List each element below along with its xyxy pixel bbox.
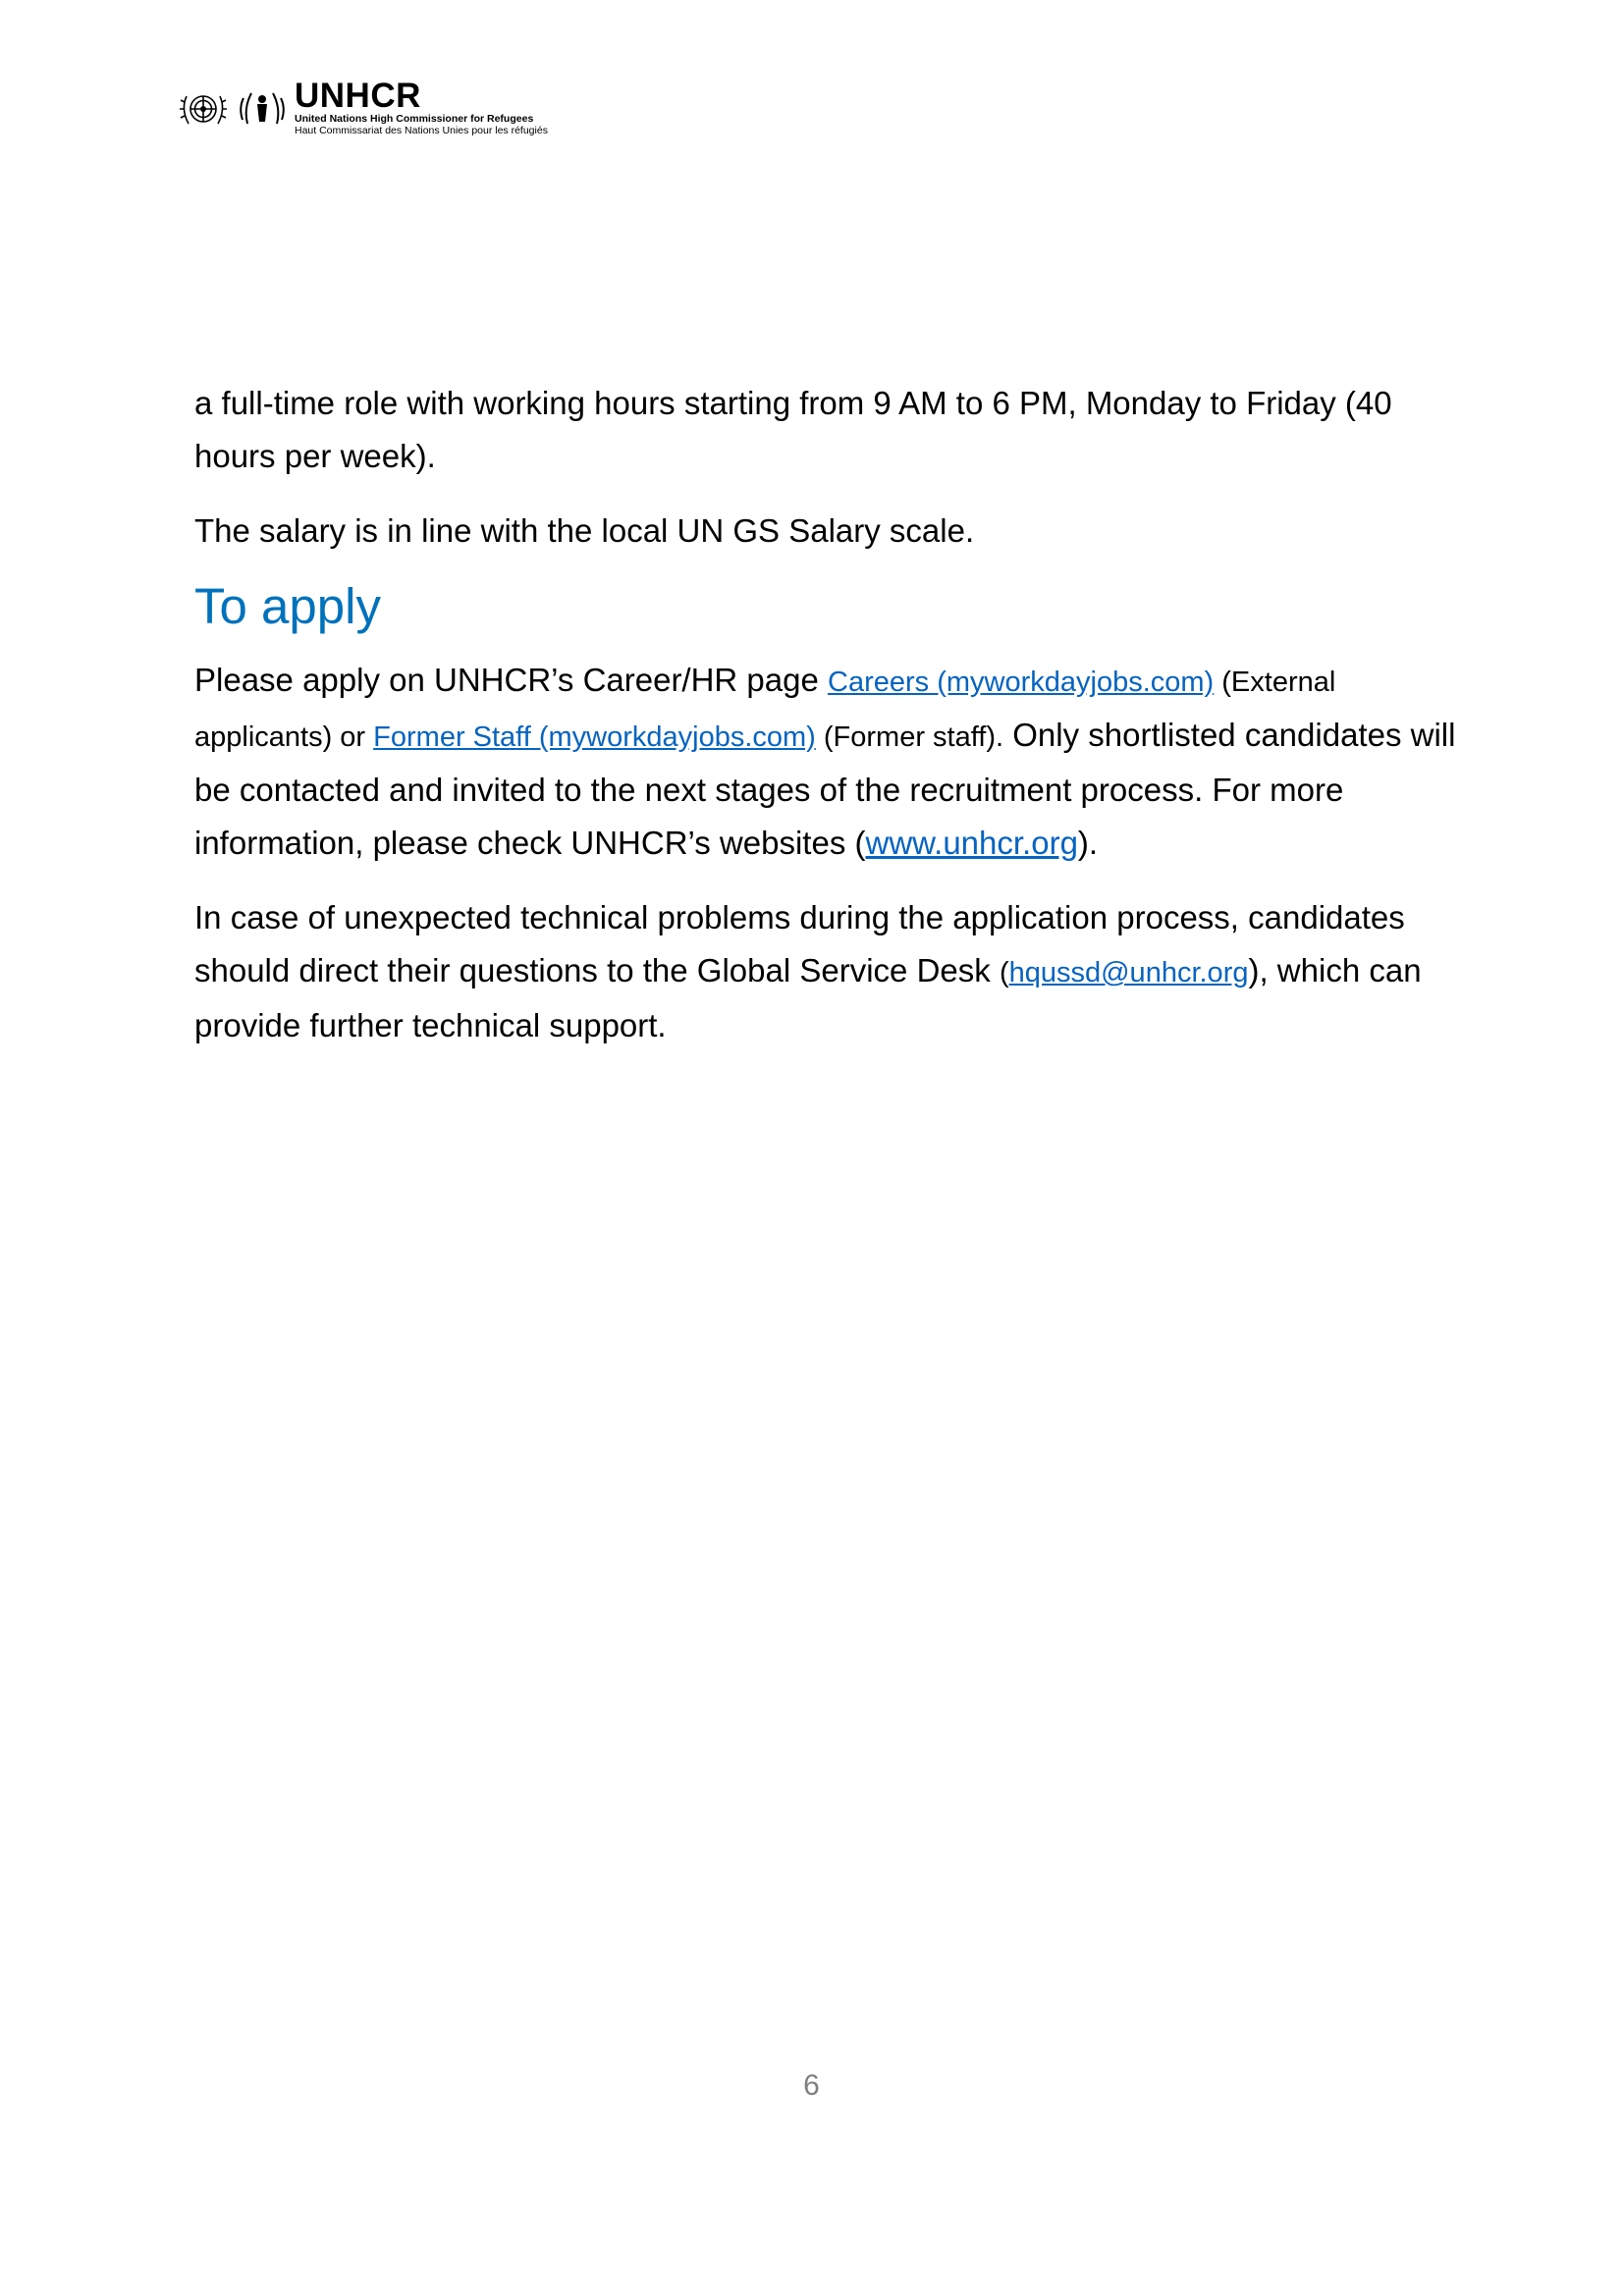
document-body	[194, 377, 1461, 1052]
support-text-1: In case of unexpected technical problems during the application process, candidates should direct their questions to the Global Service Desk	[194, 899, 1405, 988]
unhcr-logo	[177, 77, 548, 136]
salary-paragraph: The salary is in line with the local UN GS Salary scale.	[194, 512, 975, 549]
unhcr-website-link[interactable]: www.unhcr.org	[865, 825, 1078, 861]
support-text-3: ), which can provide further technical support.	[194, 952, 1422, 1043]
logo-wordmark: UNHCR	[295, 77, 421, 115]
apply-paragraph	[194, 654, 1461, 870]
un-emblem-icon	[177, 84, 230, 133]
section-heading-to-apply: To apply	[194, 578, 381, 634]
unhcr-emblem-icon	[236, 84, 289, 133]
apply-text-1: Please apply on UNHCR’s Career/HR page	[194, 662, 829, 698]
logo-subtitle-en: United Nations High Commissioner for Refugees	[295, 113, 534, 125]
apply-text-2: (External applicants) or	[194, 667, 1336, 753]
page-number: 6	[803, 2069, 820, 2102]
support-paragraph	[194, 891, 1461, 1052]
apply-text-3: (Former staff).	[815, 721, 1004, 753]
apply-text-4: Only shortlisted candidates will be contacted and invited to the next stages of the recruitment process. For more information, please check UNHCR’s websites (	[194, 717, 1456, 861]
logo-subtitle-fr: Haut Commissariat des Nations Unies pour les réfugiés	[295, 124, 548, 136]
working-hours-paragraph: a full-time role with working hours starting from 9 AM to 6 PM, Monday to Friday (40 hours per week).	[194, 385, 1392, 474]
service-desk-email-link[interactable]: hqussd@unhcr.org	[1008, 957, 1249, 988]
support-text-2: (	[999, 957, 1009, 988]
careers-link[interactable]: Careers (myworkdayjobs.com)	[828, 667, 1215, 698]
apply-text-5: ).	[1077, 825, 1099, 861]
former-staff-link[interactable]: Former Staff (myworkdayjobs.com)	[373, 721, 816, 753]
